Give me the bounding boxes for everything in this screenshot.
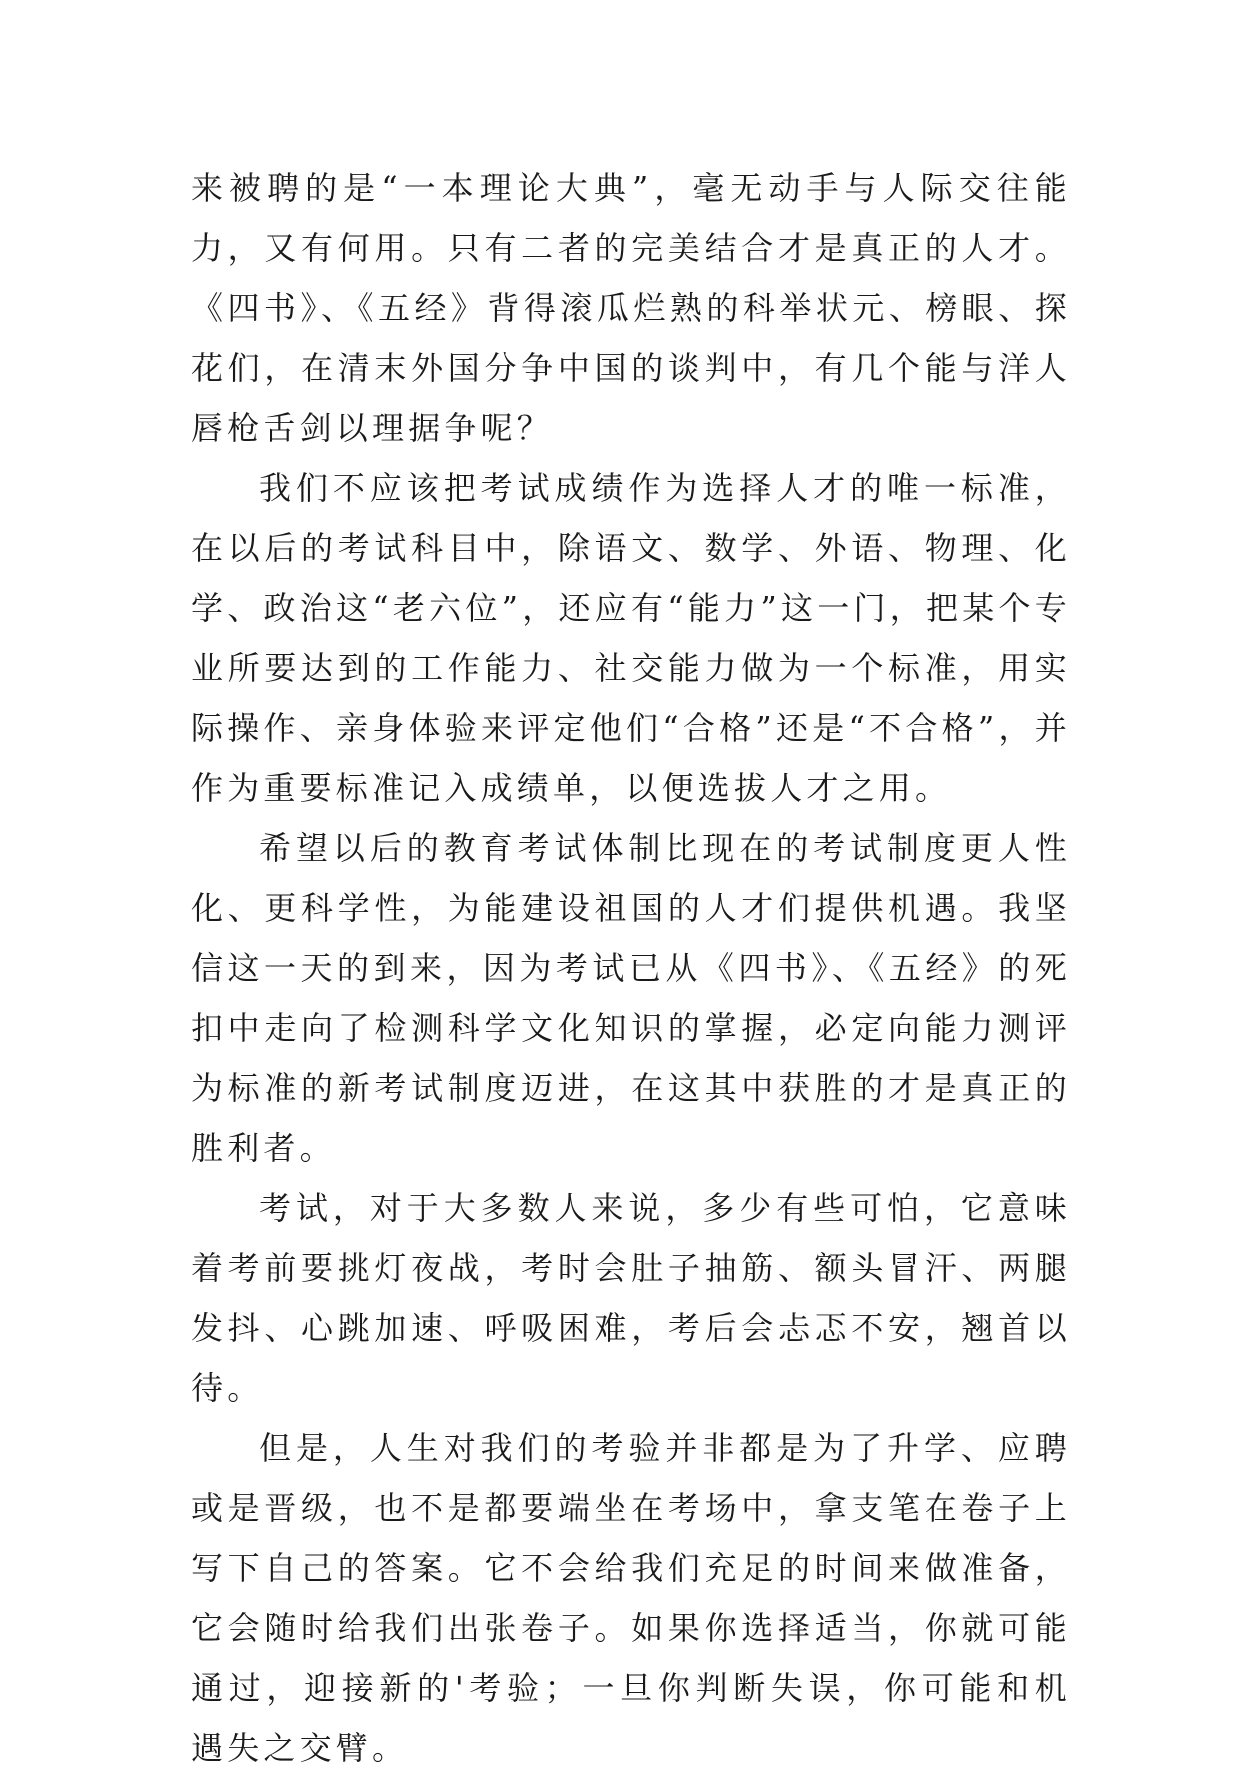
paragraph-1: 来被聘的是“一本理论大典”，毫无动手与人际交往能力，又有何用。只有二者的完美结合才是真正的人才。《四书》、《五经》背得滚瓜烂熟的科举状元、榜眼、探花们，在清末外国分争中国的谈判中，有几个能与洋人唇枪舌剑以理据争呢？ [191,169,1071,447]
paragraph-3: 希望以后的教育考试体制比现在的考试制度更人性化、更科学性，为能建设祖国的人才们提供机遇。我坚信这一天的到来，因为考试已从《四书》、《五经》的死扣中走向了检测科学文化知识的掌握，必定向能力测评为标准的新考试制度迈进，在这其中获胜的才是真正的胜利者。 [191,829,1071,1167]
paragraph-5: 但是，人生对我们的考验并非都是为了升学、应聘或是晋级，也不是都要端坐在考场中，拿支笔在卷子上写下自己的答案。它不会给我们充足的时间来做准备，它会随时给我们出张卷子。如果你选择适当，你就可能通过，迎接新的'考验；一旦你判断失误，你可能和机遇失之交臂。 [191,1429,1071,1767]
paragraph-4: 考试，对于大多数人来说，多少有些可怕，它意味着考前要挑灯夜战，考时会肚子抽筋、额头冒汗、两腿发抖、心跳加速、呼吸困难，考后会忐忑不安，翘首以待。 [191,1189,1071,1407]
paragraph-2: 我们不应该把考试成绩作为选择人才的唯一标准，在以后的考试科目中，除语文、数学、外语、物理、化学、政治这“老六位”，还应有“能力”这一门，把某个专业所要达到的工作能力、社交能力做为一个标准，用实际操作、亲身体验来评定他们“合格”还是“不合格”，并作为重要标准记入成绩单，以便选拔人才之用。 [191,469,1071,807]
document-body [191,158,1071,1778]
